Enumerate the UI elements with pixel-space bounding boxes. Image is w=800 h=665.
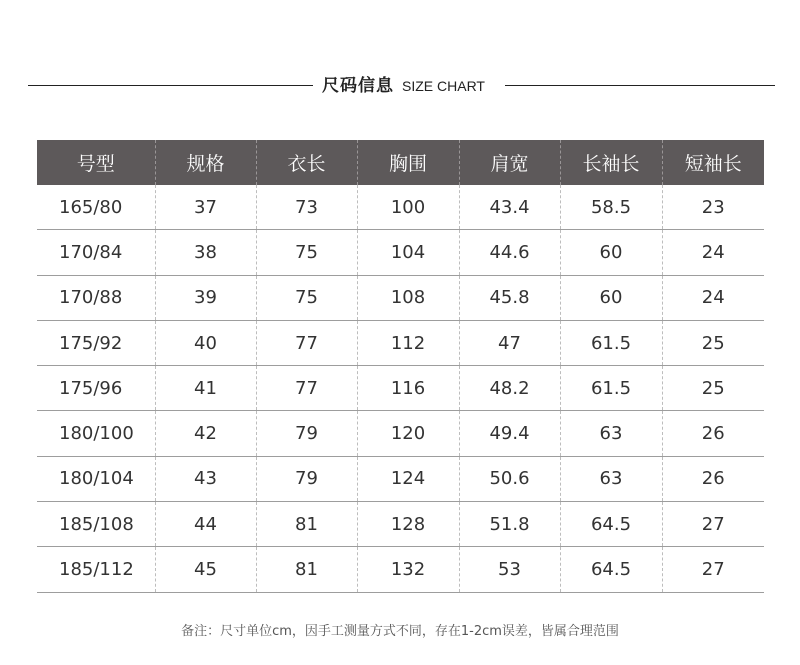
- cell-long-sleeve: 64.5: [560, 547, 662, 592]
- table-row: [37, 185, 764, 230]
- cell-shoulder: 50.6: [459, 456, 560, 501]
- size-table: [37, 140, 764, 593]
- title-rule-left: [28, 85, 313, 86]
- cell-length: 77: [256, 320, 357, 365]
- cell-length: 75: [256, 230, 357, 275]
- cell-spec: 40: [155, 320, 256, 365]
- cell-chest: 124: [357, 456, 459, 501]
- cell-length: 73: [256, 185, 357, 230]
- size-chart-title: [322, 74, 485, 98]
- cell-length: 79: [256, 456, 357, 501]
- size-chart-title-row: [0, 72, 800, 100]
- cell-spec: 39: [155, 275, 256, 320]
- cell-long-sleeve: 63: [560, 411, 662, 456]
- table-row: [37, 230, 764, 275]
- cell-shoulder: 48.2: [459, 366, 560, 411]
- cell-size-code: 185/112: [37, 547, 155, 592]
- cell-chest: 112: [357, 320, 459, 365]
- cell-spec: 44: [155, 502, 256, 547]
- cell-shoulder: 49.4: [459, 411, 560, 456]
- cell-long-sleeve: 61.5: [560, 366, 662, 411]
- cell-spec: 37: [155, 185, 256, 230]
- cell-size-code: 170/84: [37, 230, 155, 275]
- cell-shoulder: 45.8: [459, 275, 560, 320]
- header-chest: 胸围: [357, 140, 459, 185]
- table-row: [37, 502, 764, 547]
- cell-size-code: 175/96: [37, 366, 155, 411]
- cell-shoulder: 47: [459, 320, 560, 365]
- cell-chest: 132: [357, 547, 459, 592]
- cell-length: 81: [256, 502, 357, 547]
- title-rule-right: [505, 85, 775, 86]
- cell-short-sleeve: 27: [662, 502, 764, 547]
- cell-short-sleeve: 26: [662, 456, 764, 501]
- cell-size-code: 185/108: [37, 502, 155, 547]
- cell-shoulder: 51.8: [459, 502, 560, 547]
- table-row: [37, 547, 764, 592]
- cell-size-code: 175/92: [37, 320, 155, 365]
- header-shoulder: 肩宽: [459, 140, 560, 185]
- cell-long-sleeve: 60: [560, 275, 662, 320]
- cell-spec: 41: [155, 366, 256, 411]
- cell-size-code: 170/88: [37, 275, 155, 320]
- table-header: [37, 140, 764, 185]
- header-size-code: 号型: [37, 140, 155, 185]
- cell-length: 77: [256, 366, 357, 411]
- table-body: [37, 185, 764, 592]
- cell-long-sleeve: 63: [560, 456, 662, 501]
- cell-spec: 45: [155, 547, 256, 592]
- cell-long-sleeve: 64.5: [560, 502, 662, 547]
- cell-short-sleeve: 25: [662, 320, 764, 365]
- cell-chest: 116: [357, 366, 459, 411]
- title-english: SIZE CHART: [402, 78, 485, 94]
- table-row: [37, 275, 764, 320]
- header-long-sleeve: 长袖长: [560, 140, 662, 185]
- title-chinese: 尺码信息: [322, 76, 394, 96]
- cell-shoulder: 53: [459, 547, 560, 592]
- cell-length: 79: [256, 411, 357, 456]
- header-short-sleeve: 短袖长: [662, 140, 764, 185]
- cell-short-sleeve: 23: [662, 185, 764, 230]
- cell-shoulder: 44.6: [459, 230, 560, 275]
- cell-chest: 128: [357, 502, 459, 547]
- cell-length: 75: [256, 275, 357, 320]
- cell-short-sleeve: 24: [662, 275, 764, 320]
- header-spec: 规格: [155, 140, 256, 185]
- cell-size-code: 165/80: [37, 185, 155, 230]
- cell-size-code: 180/100: [37, 411, 155, 456]
- cell-short-sleeve: 26: [662, 411, 764, 456]
- cell-chest: 108: [357, 275, 459, 320]
- header-length: 衣长: [256, 140, 357, 185]
- cell-spec: 43: [155, 456, 256, 501]
- cell-long-sleeve: 58.5: [560, 185, 662, 230]
- cell-long-sleeve: 60: [560, 230, 662, 275]
- table-row: [37, 320, 764, 365]
- cell-short-sleeve: 25: [662, 366, 764, 411]
- cell-short-sleeve: 24: [662, 230, 764, 275]
- cell-spec: 38: [155, 230, 256, 275]
- cell-long-sleeve: 61.5: [560, 320, 662, 365]
- cell-spec: 42: [155, 411, 256, 456]
- table-row: [37, 411, 764, 456]
- cell-shoulder: 43.4: [459, 185, 560, 230]
- cell-short-sleeve: 27: [662, 547, 764, 592]
- footnote: 备注：尺寸单位cm，因手工测量方式不同，存在1-2cm误差，皆属合理范围: [181, 624, 619, 639]
- table-row: [37, 366, 764, 411]
- header-row: [37, 140, 764, 185]
- cell-size-code: 180/104: [37, 456, 155, 501]
- cell-length: 81: [256, 547, 357, 592]
- table-row: [37, 456, 764, 501]
- cell-chest: 104: [357, 230, 459, 275]
- cell-chest: 120: [357, 411, 459, 456]
- cell-chest: 100: [357, 185, 459, 230]
